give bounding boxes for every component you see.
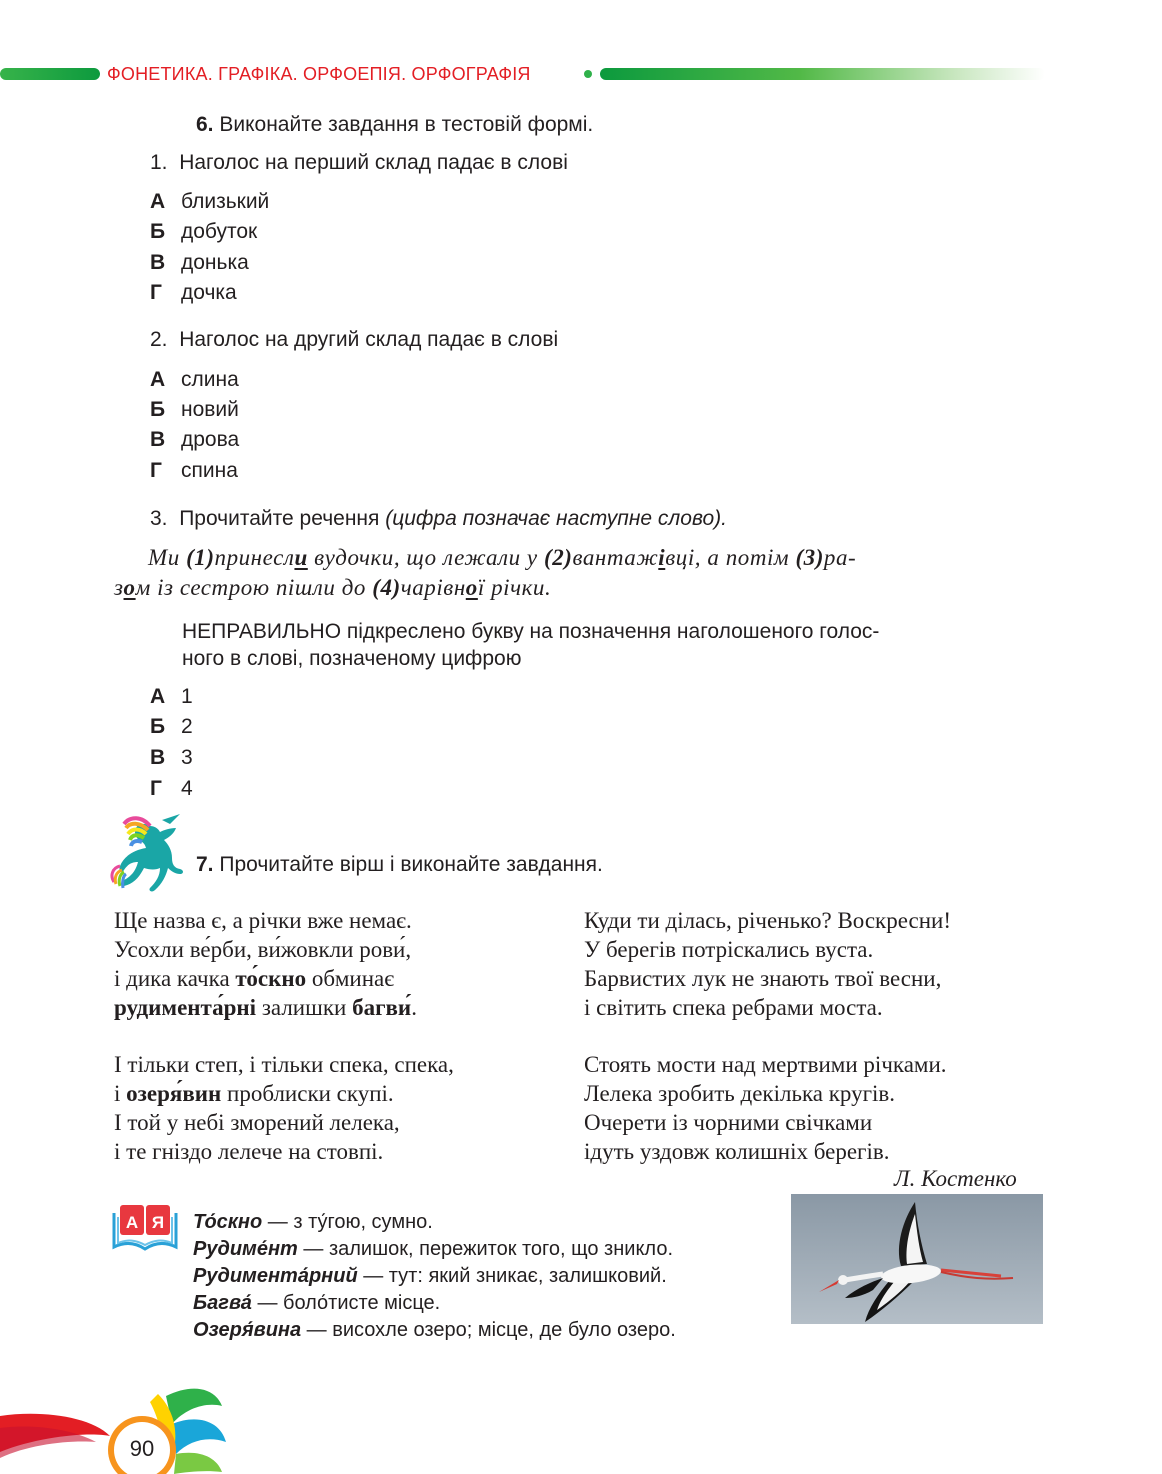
poem-line: І той у небі зморений лелека, (114, 1110, 400, 1135)
q2-number: 2. (150, 328, 168, 351)
marker-3: (3) (795, 545, 824, 570)
q3-question-line2: ного в слові, позначеному цифрою (182, 647, 522, 670)
q1-option-d[interactable]: Г дочка (150, 281, 237, 304)
poem-line: Барвистих лук не знають твої весни, (584, 966, 942, 991)
underlined-letter-4: о (465, 575, 478, 600)
q1-question: Наголос на перший склад падає в слові (179, 151, 568, 174)
header-bar-left (0, 68, 100, 80)
underlined-letter-3: о (123, 575, 136, 600)
glossary-item: То́скно — з ту́гою, сумно. (193, 1211, 433, 1233)
q1-option-b[interactable]: Б добуток (150, 220, 258, 243)
q3-number: 3. (150, 507, 168, 530)
poem-left-column (114, 906, 454, 1166)
stork-photo (791, 1194, 1043, 1324)
glossary-item: Багва́ — боло́тисте місце. (193, 1292, 441, 1314)
poem-line: У берегів потріскались вуста. (584, 937, 874, 962)
poem-right-column (584, 906, 951, 1166)
task6-instruction: Виконайте завдання в тестовій формі. (219, 113, 594, 136)
q1-text (150, 148, 568, 178)
dictionary-letter-ya: Я (151, 1213, 165, 1232)
poem-line: І тільки степ, і тільки спека, спека, (114, 1052, 454, 1077)
unicorn-icon (110, 812, 194, 898)
underlined-letter-1: и (294, 545, 308, 570)
task6-number: 6. (196, 113, 214, 136)
q3-option-d[interactable]: Г 4 (150, 777, 193, 800)
q3-option-c[interactable]: В 3 (150, 746, 193, 769)
q3-sentence-line1: Ми (1)принесли вудочки, що лежали у (2)вантажівці, а потім (3)ра- (148, 545, 857, 570)
q2-option-b[interactable]: Б новий (150, 398, 239, 421)
glossary-item: Рудиме́нт — залишок, пережиток того, що зникло. (193, 1238, 673, 1260)
q3-note: (цифра позначає наступне слово). (385, 507, 727, 530)
glossary (193, 1209, 676, 1344)
poem-line: Стоять мости над мертвими річками. (584, 1052, 947, 1077)
q2-question: Наголос на другий склад падає в слові (179, 328, 559, 351)
q1-number: 1. (150, 151, 168, 174)
q1-option-c[interactable]: В донька (150, 251, 249, 274)
poem-line: і світить спека ребрами моста. (584, 995, 883, 1020)
poem-line: Усохли ве́рби, ви́жовкли рови́, (114, 937, 412, 962)
poem-author: Л. Костенко (894, 1166, 1017, 1191)
q2-text (150, 325, 558, 355)
q3-question: Прочитайте речення (179, 507, 380, 530)
marker-4: (4) (372, 575, 401, 600)
glossary-item: Озеря́вина — висохле озеро; місце, де було озеро. (193, 1319, 676, 1341)
poem-line: ідуть уздовж колишніх берегів. (584, 1139, 890, 1164)
q2-option-a[interactable]: А слина (150, 368, 239, 391)
task7-number: 7. (196, 853, 214, 876)
marker-1: (1) (186, 545, 215, 570)
task7-instruction: Прочитайте вірш і виконайте завдання. (219, 853, 603, 876)
section-title: ФОНЕТИКА. ГРАФІКА. ОРФОЕПІЯ. ОРФОГРАФІЯ (107, 64, 531, 84)
poem-line: і озеря́вин проблиски скупі. (114, 1081, 394, 1106)
q1-option-a[interactable]: А близький (150, 190, 270, 213)
page-number: 90 (129, 1436, 155, 1461)
poem-line: Очерети із чорними свічками (584, 1110, 873, 1135)
dictionary-letter-a: А (125, 1213, 139, 1232)
poem-line: рудимента́рні залишки багви́. (114, 995, 417, 1020)
header-bar-right (600, 68, 1045, 80)
poem-line: Лелека зробить декілька кругів. (584, 1081, 896, 1106)
q3-text (150, 504, 727, 534)
poem-line: Ще назва є, а річки вже немає. (114, 908, 412, 933)
q3-sentence-line2: зом із сестрою пішли до (4)чарівної річки. (114, 575, 552, 600)
q3-option-a[interactable]: А 1 (150, 685, 193, 708)
header-dot (584, 70, 592, 78)
marker-2: (2) (544, 545, 573, 570)
task6-heading (196, 110, 593, 140)
poem-line: і дика качка то́скно обминає (114, 966, 395, 991)
task7-heading (196, 850, 603, 880)
q2-option-c[interactable]: В дрова (150, 428, 240, 451)
poem-line: і те гніздо лелече на стовпі. (114, 1139, 384, 1164)
underlined-letter-2: і (658, 545, 666, 570)
dictionary-icon (112, 1203, 178, 1251)
q3-option-b[interactable]: Б 2 (150, 715, 193, 738)
glossary-item: Рудимента́рний — тут: який зникає, залишковий. (193, 1265, 667, 1287)
q3-question-line1: НЕПРАВИЛЬНО підкреслено букву на позначення наголошеного голос- (182, 620, 880, 643)
q2-option-d[interactable]: Г спина (150, 459, 238, 482)
poem-line: Куди ти ділась, річенько? Воскресни! (584, 908, 952, 933)
